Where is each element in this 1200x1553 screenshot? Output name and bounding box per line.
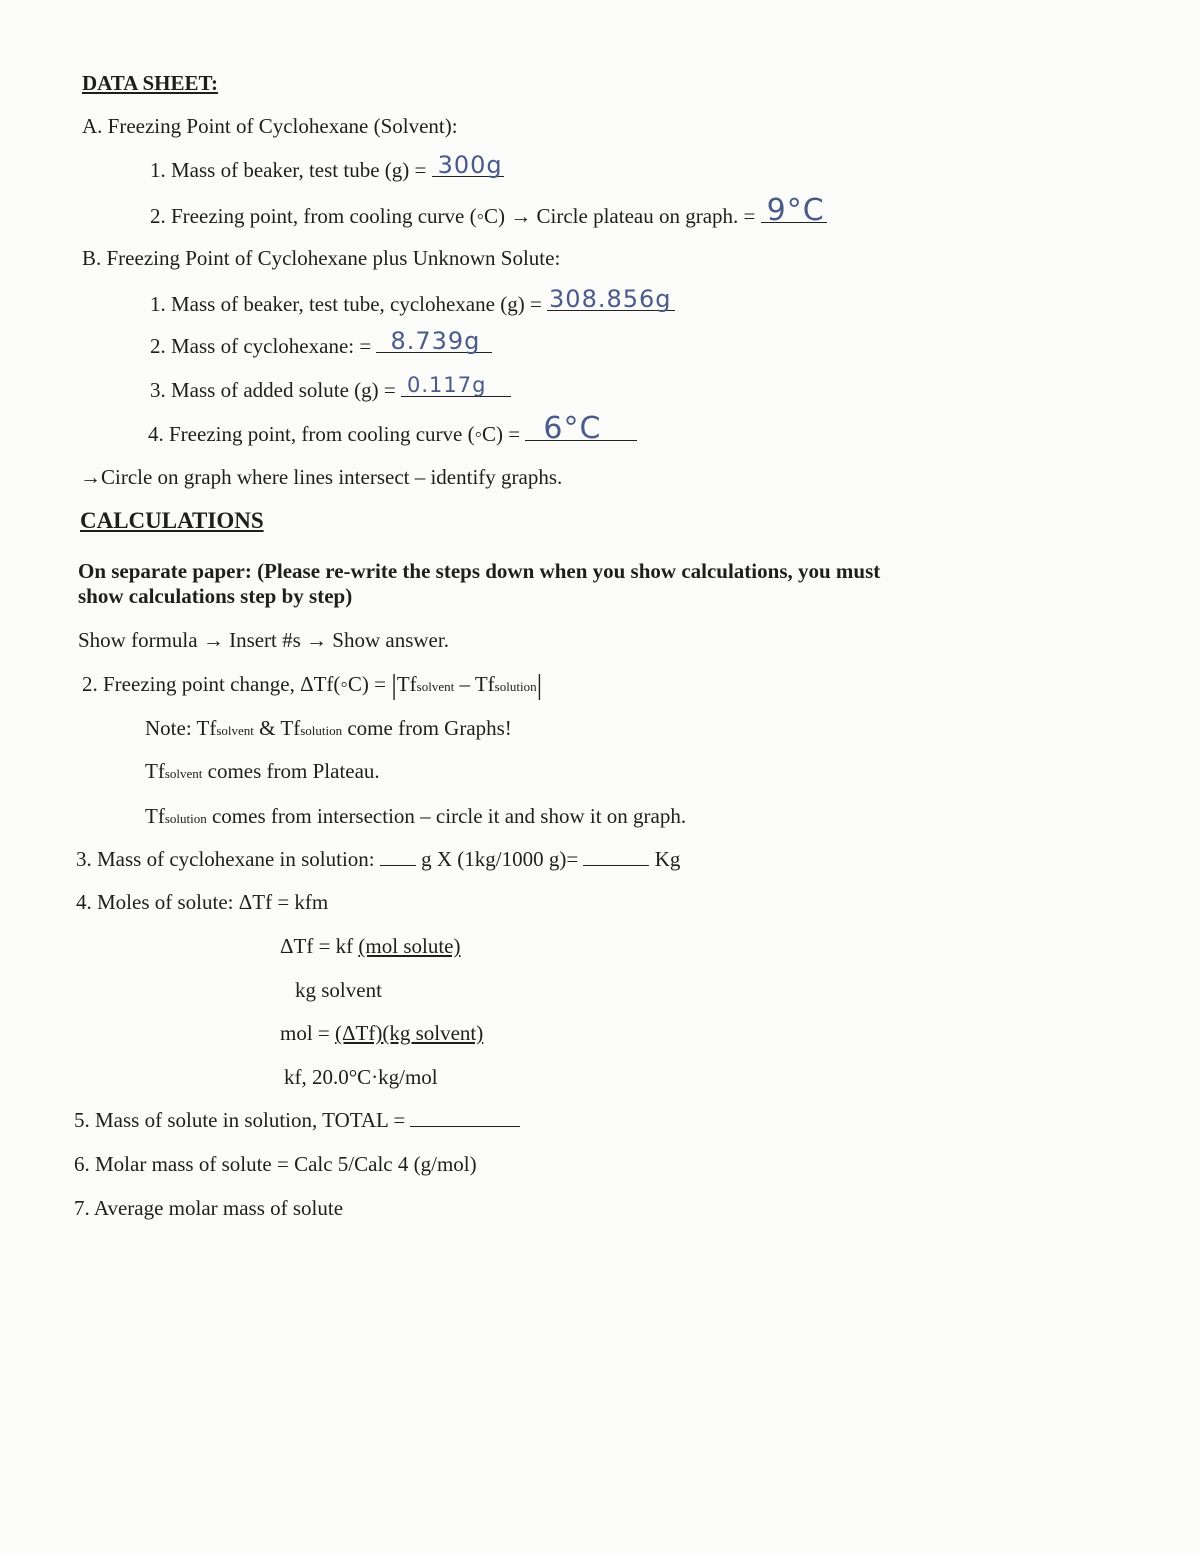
section-a-item-1-value: 300g [437,151,503,179]
note-3-sub: solution [164,811,207,826]
step-3-blank-grams [380,849,416,866]
data-sheet-title: DATA SHEET: [82,71,218,95]
section-a-item-2-blank [761,193,827,228]
section-b-item-4-blank [525,411,637,446]
section-b-heading: B. Freezing Point of Cyclohexane plus Unknown Solute: [82,246,561,270]
section-b-item-3-label: 3. Mass of added solute (g) = [150,378,396,402]
formula-3-a: mol = [280,1021,330,1045]
note-2-sub: solvent [164,766,203,781]
note-1 [145,715,512,744]
step-2-minus: – Tf [454,672,495,696]
step-3 [76,846,680,872]
abs-bar-right: | [536,670,543,701]
note-2-a: Tf [145,759,165,783]
note-1-a: Note: Tf [145,716,217,740]
section-b-item-3-value: 0.117g [406,373,487,397]
section-b-item-3-blank [401,373,511,397]
section-a-item-2 [150,193,827,229]
formula-2: kg solvent [295,978,382,1002]
formula-1-a: ΔTf = kf [280,934,354,958]
instruction-line-2: show calculations step by step) [78,584,353,608]
formula-3 [280,1020,483,1046]
step-2-label: 2. Freezing point change, ΔTf(◦C) = [82,672,386,696]
note-1-sub-solution: solution [300,723,343,738]
step-3-unit: Kg [654,847,681,871]
step-3-label: 3. Mass of cyclohexane in solution: [76,847,375,871]
section-b-item-2-value: 8.739g [390,327,481,355]
step-2-sub-solvent: solvent [416,679,455,694]
note-1-sub-solvent: solvent [216,723,254,738]
note-1-b: & Tf [253,716,301,740]
step-5 [74,1107,520,1133]
step-3-conversion: g X (1kg/1000 g)= [421,847,579,871]
method-line: Show formula → Insert #s → Show answer. [78,628,449,652]
note-3 [145,803,686,832]
section-b-item-4 [148,411,637,447]
step-2-sub-solution: solution [494,679,537,694]
section-b-item-1-label: 1. Mass of beaker, test tube, cyclohexane (g) = [150,292,542,316]
section-b-item-1-blank [547,285,675,313]
graph-note: →Circle on graph where lines intersect – identify graphs. [80,465,563,489]
section-b-item-4-label: 4. Freezing point, from cooling curve (◦C) = [148,422,521,446]
section-a-item-2-label: 2. Freezing point, from cooling curve (◦C) → Circle plateau on graph. = [150,204,756,228]
step-2 [82,671,542,700]
formula-4: kf, 20.0°C·kg/mol [284,1065,438,1089]
section-b-item-2-blank [376,327,492,355]
note-3-b: comes from intersection – circle it and show it on graph. [206,804,687,828]
section-b-item-1 [150,285,675,317]
formula-1 [280,933,461,959]
section-b-item-1-value: 308.856g [549,285,672,313]
note-1-c: come from Graphs! [342,716,512,740]
step-5-label: 5. Mass of solute in solution, TOTAL = [74,1108,406,1132]
step-5-blank [410,1110,520,1127]
section-b-item-3 [150,373,511,403]
step-6: 6. Molar mass of solute = Calc 5/Calc 4 (g/mol) [74,1152,477,1176]
note-2 [145,758,380,787]
formula-1-numerator: (mol solute) [358,934,461,958]
calculations-title: CALCULATIONS [80,508,264,533]
note-3-a: Tf [145,804,165,828]
step-3-blank-kg [583,849,649,866]
step-4: 4. Moles of solute: ΔTf = kfm [76,890,329,914]
section-b-item-4-value: 6°C [543,411,602,446]
section-b-item-2-label: 2. Mass of cyclohexane: = [150,334,372,358]
step-2-tf: Tf [396,672,417,696]
abs-bar-left: | [391,670,397,701]
formula-3-numerator: (ΔTf)(kg solvent) [335,1021,484,1045]
step-7: 7. Average molar mass of solute [74,1196,344,1220]
section-a-item-1-label: 1. Mass of beaker, test tube (g) = [150,158,427,182]
section-b-item-2 [150,327,492,359]
section-a-item-2-value: 9°C [766,193,825,228]
instruction-line-1: On separate paper: (Please re-write the steps down when you show calculations, you must [78,559,881,583]
section-a-item-1-blank [432,151,504,179]
note-2-b: comes from Plateau. [202,759,380,783]
section-a-heading: A. Freezing Point of Cyclohexane (Solvent): [82,114,458,138]
section-a-item-1 [150,151,504,183]
